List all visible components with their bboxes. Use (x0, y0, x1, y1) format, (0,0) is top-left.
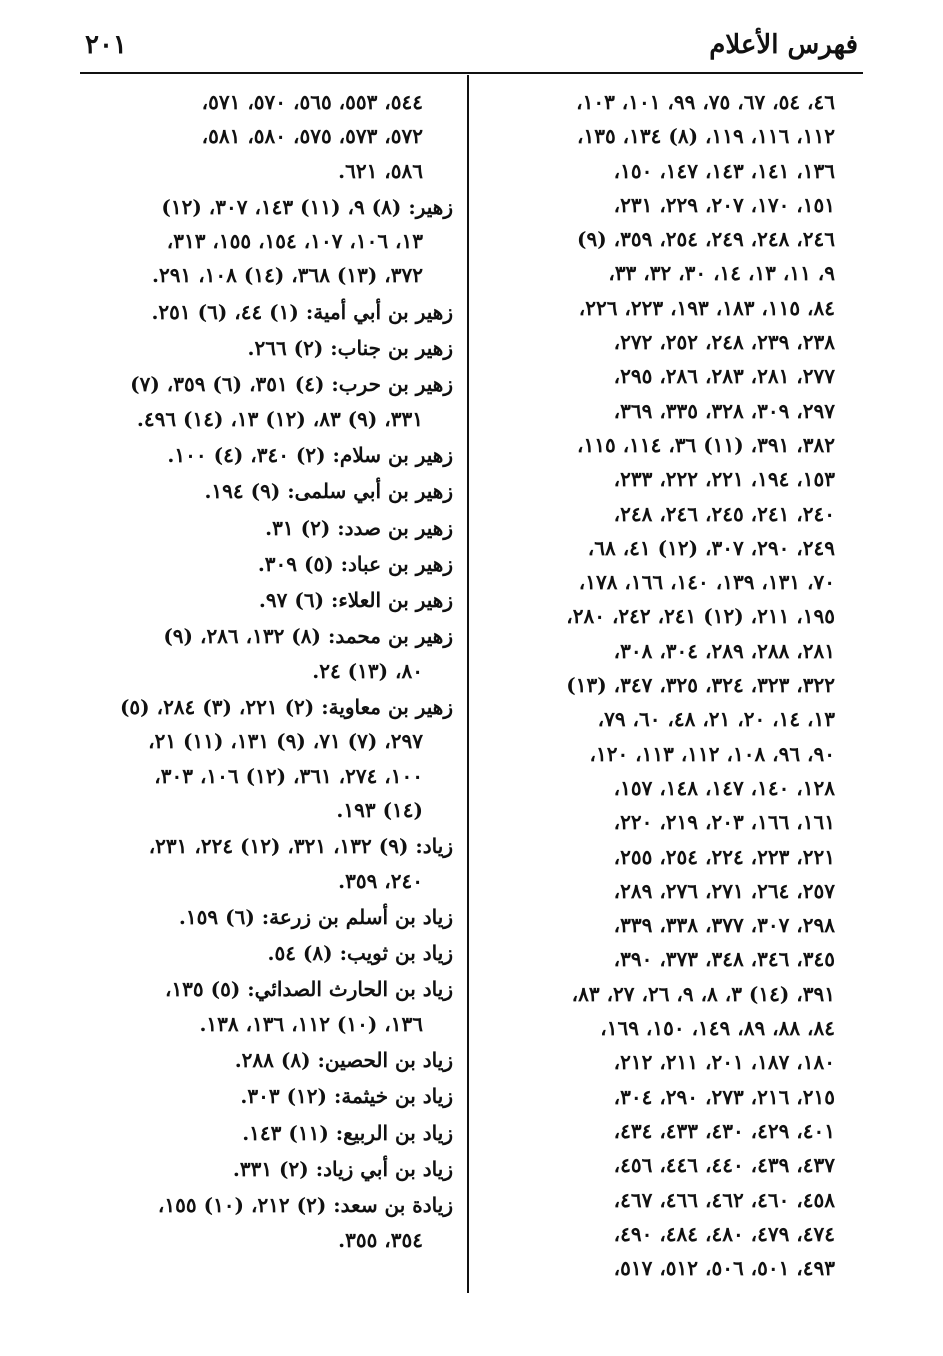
index-line: ١٥٣، ١٩٤، ٢٢١، ٢٢٢، ٢٣٣، (613, 467, 835, 492)
index-line: ١٣٦، ١٤١، ١٤٣، ١٤٧، ١٥٠، (613, 158, 835, 183)
entry-heading-line: زياد بن خيثمة: (١٢) ٣٠٣. (240, 1084, 453, 1109)
index-line: ٩٠، ٩٦، ١٠٨، ١١٢، ١١٣، ١٢٠، (589, 741, 835, 766)
index-entry (78, 619, 453, 688)
entry-heading-line: زياد: (٩) ١٣٢، ٣٢١، (١٢) ٢٢٤، ٢٣١، (148, 834, 453, 859)
entry-continuation-line: ٣٥٤، ٣٥٥. (338, 1227, 423, 1252)
entry-continuation-line: ٥٤٤، ٥٥٣، ٥٦٥، ٥٧٠، ٥٧١، (201, 90, 423, 114)
page-title: فهرس الأعلام (709, 30, 858, 60)
index-entry (78, 1188, 453, 1257)
header-rule (80, 72, 863, 74)
entry-heading-line: زياد بن ثويب: (٨) ٥٤. (267, 941, 453, 966)
entry-continuation-line: ٥٧٢، ٥٧٣، ٥٧٥، ٥٨٠، ٥٨١، (201, 124, 423, 149)
entry-heading-line: زياد بن أبي زياد: (٢) ٣٣١. (232, 1156, 453, 1181)
index-line: ٧٠، ١٣١، ١٣٩، ١٤٠، ١٦٦، ١٧٨، (578, 570, 835, 595)
index-line: ٨٤، ٨٨، ٨٩، ١٤٩، ١٥٠، ١٦٩، (600, 1016, 835, 1041)
index-entry (78, 583, 453, 617)
index-line: ٢٤٩، ٢٩٠، ٣٠٧، (١٢) ٤١، ٦٨، (587, 535, 835, 560)
index-line: ٤٧٤، ٤٧٩، ٤٨٠، ٤٨٤، ٤٩٠، (613, 1221, 835, 1246)
entry-heading-line: زهير بن سلام: (٢) ٣٤٠، (٤) ١٠٠. (167, 442, 453, 467)
index-line: ٢٩٧، ٣٠٩، ٣٢٨، ٣٣٥، ٣٦٩، (613, 398, 835, 423)
index-line: ٢٢١، ٢٢٣، ٢٢٤، ٢٥٤، ٢٥٥، (613, 844, 835, 869)
index-line: ٤٩٣، ٥٠١، ٥٠٦، ٥١٢، ٥١٧، (613, 1256, 835, 1281)
index-entry (78, 1043, 453, 1077)
index-entry (78, 295, 453, 329)
entry-heading-line: زياد بن الحارث الصدائي: (٥) ١٣٥، (164, 977, 453, 1002)
index-line: ١١٢، ١١٦، ١١٩، (٨) ١٣٤، ١٣٥، (577, 124, 835, 149)
index-line: ١٥١، ١٧٠، ٢٠٧، ٢٢٩، ٢٣١، (613, 192, 835, 217)
entry-heading-line: زهير بن حرب: (٤) ٣٥١، (٦) ٣٥٩، (٧) (130, 372, 453, 397)
index-line: ١٩٥، ٢١١، (١٢) ٢٤١، ٢٤٢، ٢٨٠، (566, 604, 835, 629)
entry-continuation-line: (١٤) ١٩٣. (336, 797, 423, 822)
entry-continuation-line: ٨٠، (١٣) ٢٤. (312, 658, 423, 683)
entry-heading-line: زهير بن عباد: (٥) ٣٠٩. (257, 551, 453, 576)
index-line: ١٢٨، ١٤٠، ١٤٧، ١٤٨، ١٥٧، (613, 775, 835, 800)
entry-continuation-line: ٣٣١، (٩) ٨٣، (١٢) ١٣، (١٤) ٤٩٦. (136, 406, 423, 431)
index-entry (78, 85, 453, 188)
entry-continuation-line: ١٠٠، ٢٧٤، ٣٦١، (١٢) ١٠٦، ٣٠٣، (154, 763, 423, 788)
index-entry (78, 438, 453, 472)
index-line: ٢١٥، ٢١٦، ٢٧٣، ٢٩٠، ٣٠٤، (613, 1084, 835, 1109)
entry-continuation-line: ١٣، ١٠٦، ١٠٧، ١٥٤، ١٥٥، ٣١٣، (166, 229, 423, 254)
index-entry (78, 829, 453, 898)
entry-heading-line: زياد بن الحصين: (٨) ٢٨٨. (234, 1048, 453, 1073)
index-entry (78, 367, 453, 436)
index-line: ٤٣٧، ٤٣٩، ٤٤٠، ٤٤٦، ٤٥٦، (613, 1153, 835, 1178)
right-column (490, 85, 835, 1285)
index-entry (78, 900, 453, 934)
entry-heading-line: زهير بن العلاء: (٦) ٩٧. (258, 588, 453, 613)
entry-continuation-line: ٥٨٦، ٦٢١. (338, 158, 423, 183)
index-line: ٢٩٨، ٣٠٧، ٣٧٧، ٣٣٨، ٣٣٩، (613, 913, 835, 938)
index-line: ٤٥٨، ٤٦٠، ٤٦٢، ٤٦٦، ٤٦٧، (613, 1187, 835, 1212)
index-entry (78, 972, 453, 1041)
column-divider (467, 75, 469, 1293)
index-line: ٢٤٠، ٢٤١، ٢٤٥، ٢٤٦، ٢٤٨، (613, 501, 835, 526)
entry-heading-line: زهير بن أبي أمية: (١) ٤٤، (٦) ٢٥١. (151, 299, 453, 324)
index-line: ٢٣٨، ٢٣٩، ٢٤٨، ٢٥٢، ٢٧٢، (613, 330, 835, 355)
entry-heading-line: زهير بن محمد: (٨) ١٣٢، ٢٨٦، (٩) (163, 624, 453, 649)
index-entry (78, 690, 453, 827)
index-entry (78, 474, 453, 508)
entry-heading-line: زيادة بن سعد: (٢) ٢١٢، (١٠) ١٥٥، (157, 1193, 453, 1218)
index-line: ٣٢٢، ٣٢٣، ٣٢٤، ٣٢٥، ٣٤٧، (١٣) (566, 673, 835, 698)
index-entry (78, 1116, 453, 1150)
entry-continuation-line: ٣٧٢، (١٣) ٣٦٨، (١٤) ١٠٨، ٢٩١. (152, 263, 423, 288)
index-line: ١٣، ١٤، ٢٠، ٢١، ٤٨، ٦٠، ٧٩، (597, 707, 835, 732)
index-entry (78, 190, 453, 293)
index-entry (78, 936, 453, 970)
entry-heading-line: زهير بن صدد: (٢) ٣١. (265, 515, 453, 540)
index-line: ٤٠١، ٤٢٩، ٤٣٠، ٤٣٣، ٤٣٤، (613, 1118, 835, 1143)
index-entry (78, 1079, 453, 1113)
entry-continuation-line: ١٣٦، (١٠) ١١٢، ١٣٦، ١٣٨. (199, 1011, 423, 1036)
index-entry (78, 547, 453, 581)
index-line: ٨٤، ١١٥، ١٨٣، ١٩٣، ٢٢٣، ٢٢٦، (578, 295, 835, 320)
index-line: ٩، ١١، ١٣، ١٤، ٣٠، ٣٢، ٣٣، (608, 261, 835, 286)
index-line: ٢٧٧، ٢٨١، ٢٨٣، ٢٨٦، ٢٩٥، (613, 364, 835, 389)
index-line: ٤٦، ٥٤، ٦٧، ٧٥، ٩٩، ١٠١، ١٠٣، (576, 90, 835, 114)
index-line: ١٦١، ١٦٦، ٢٠٣، ٢١٩، ٢٢٠، (613, 810, 835, 835)
index-line: ٢٤٦، ٢٤٨، ٢٤٩، ٢٥٤، ٣٥٩، (٩) (577, 227, 835, 252)
page-number: ٢٠١ (85, 30, 127, 60)
left-column (78, 85, 453, 1259)
entry-heading-line: زياد بن أسلم بن زرعة: (٦) ١٥٩. (178, 904, 453, 929)
index-line: ٢٨١، ٢٨٨، ٢٨٩، ٣٠٤، ٣٠٨، (613, 638, 835, 663)
index-entry (78, 1152, 453, 1186)
entry-heading-line: زهير: (٨) ٩، (١١) ١٤٣، ٣٠٧، (١٢) (161, 194, 453, 219)
index-line: ٣٤٥، ٣٤٦، ٣٤٨، ٣٧٣، ٣٩٠، (613, 947, 835, 972)
index-entry (78, 331, 453, 365)
index-line: ١٨٠، ١٨٧، ٢٠١، ٢١١، ٢١٢، (613, 1050, 835, 1075)
entry-heading-line: زهير بن معاوية: (٢) ٢٢١، (٣) ٢٨٤، (٥) (119, 695, 453, 720)
entry-heading-line: زهير بن جناب: (٢) ٢٦٦. (247, 336, 453, 361)
index-line: ٣٨٢، ٣٩١، (١١) ٣٦، ١١٤، ١١٥، (577, 432, 835, 457)
entry-continuation-line: ٢٩٧، (٧) ٧١، (٩) ١٣١، (١١) ٢١، (148, 729, 423, 754)
index-line: ٣٩١، (١٤) ٣، ٨، ٩، ٢٦، ٢٧، ٨٣، (571, 981, 835, 1006)
index-entry (78, 511, 453, 545)
entry-heading-line: زهير بن أبي سلمى: (٩) ١٩٤. (204, 479, 453, 504)
entry-continuation-line: ٢٤٠، ٣٥٩. (338, 868, 423, 893)
entry-heading-line: زياد بن الربيع: (١١) ١٤٣. (242, 1120, 453, 1145)
index-line: ٢٥٧، ٢٦٤، ٢٧١، ٢٧٦، ٢٨٩، (613, 878, 835, 903)
